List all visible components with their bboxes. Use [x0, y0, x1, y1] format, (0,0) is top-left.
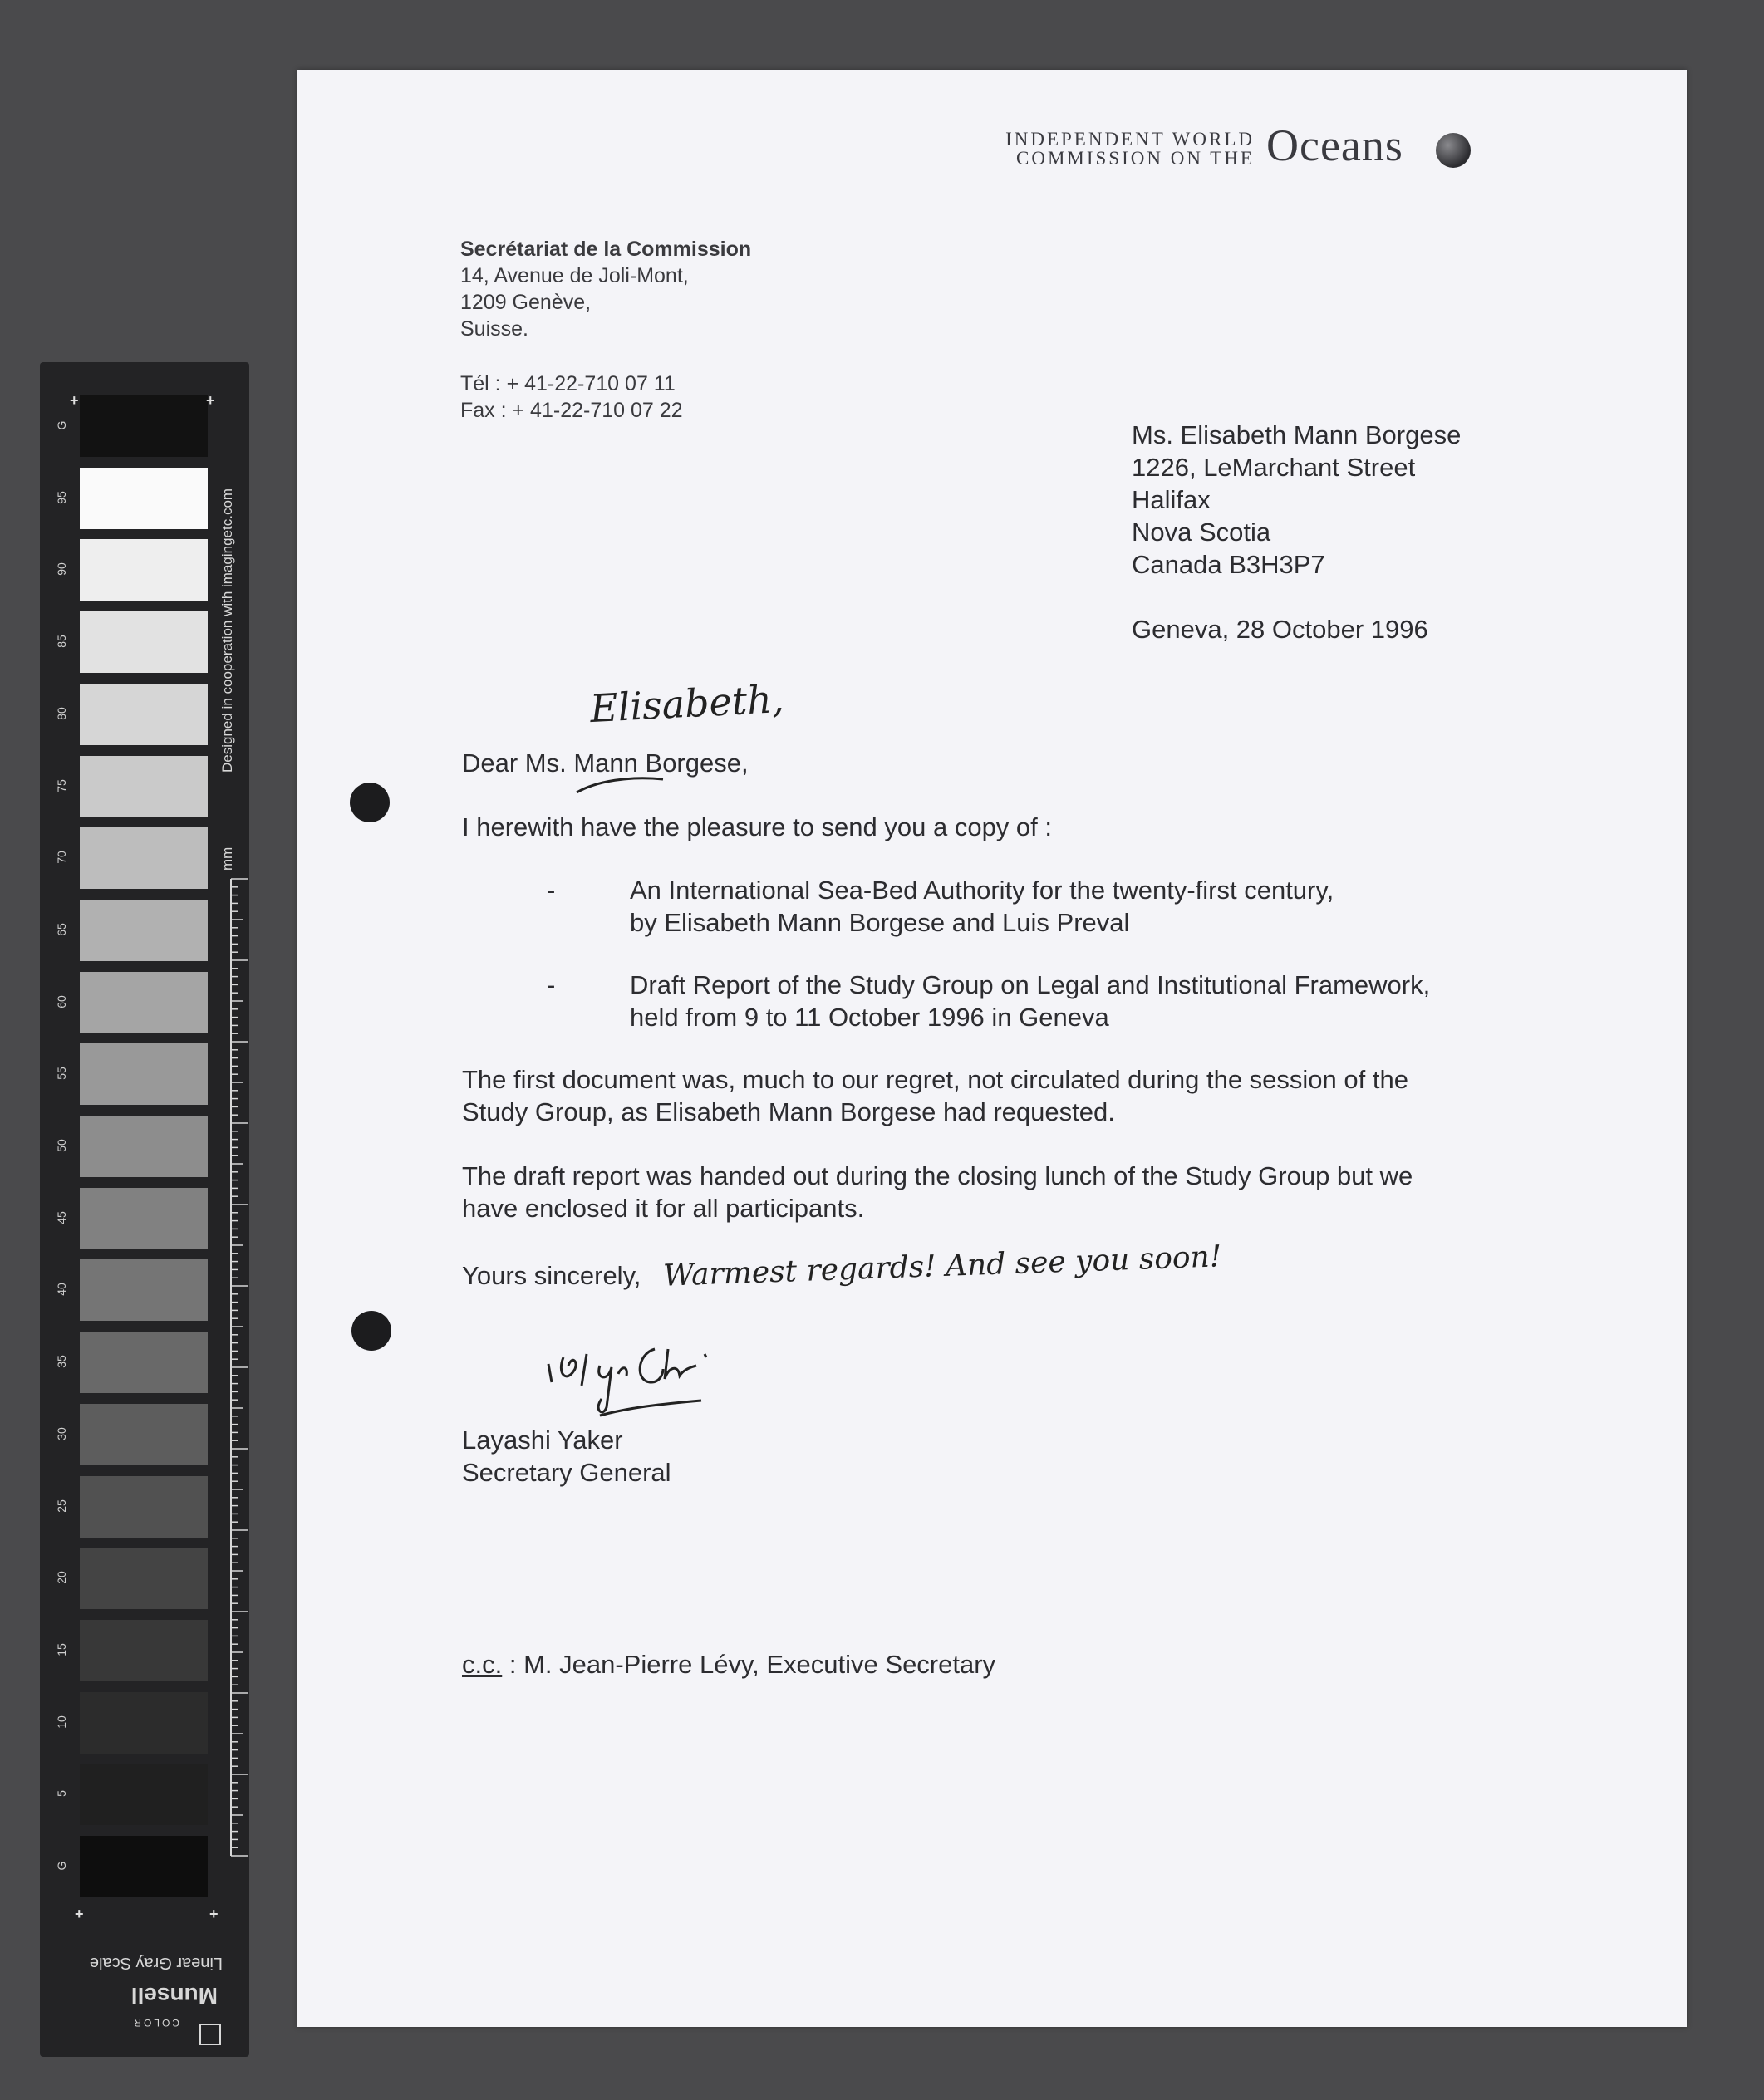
punch-hole — [351, 1311, 391, 1351]
gray-swatch — [80, 611, 208, 673]
handwritten-name: Elisabeth, — [588, 675, 785, 732]
gray-swatch — [80, 827, 208, 889]
letterhead-line2: COMMISSION ON THE — [1016, 148, 1255, 169]
plus-mark: + — [209, 1906, 219, 1922]
gray-swatch-label: 20 — [55, 1571, 68, 1584]
gray-swatch-label: 35 — [55, 1355, 68, 1368]
gray-swatch-label: G — [55, 1861, 68, 1871]
cc-line — [462, 1648, 995, 1680]
gray-swatch — [80, 1548, 208, 1609]
mm-ruler — [229, 871, 249, 1859]
list-item-line: held from 9 to 11 October 1996 in Geneva — [630, 1003, 1109, 1032]
salutation: Dear Ms. Mann Borgese, — [462, 748, 749, 778]
sender-tel: Tél : + 41-22-710 07 11 — [460, 372, 676, 395]
plus-mark: + — [70, 392, 79, 409]
card-brand: Munsell — [130, 1983, 218, 2009]
card-designed-text: Designed in cooperation with imagingetc.com — [219, 488, 235, 773]
gray-swatch-label: 90 — [55, 562, 68, 577]
recipient-line: Canada B3H3P7 — [1132, 550, 1325, 579]
gray-swatch — [80, 539, 208, 601]
gray-swatch — [80, 1476, 208, 1538]
list-dash: - — [547, 970, 556, 999]
paragraph-line: The first document was, much to our regret, not circulated during the session of the — [462, 1065, 1408, 1094]
gray-swatch — [80, 756, 208, 817]
strikethrough-mark — [572, 764, 671, 797]
recipient-line: Nova Scotia — [1132, 518, 1271, 547]
gray-swatch-label: 70 — [55, 851, 68, 864]
plus-mark: + — [206, 392, 215, 409]
letter-date: Geneva, 28 October 1996 — [1132, 615, 1428, 644]
sender-address-line: Suisse. — [460, 317, 528, 341]
paragraph-line: Study Group, as Elisabeth Mann Borgese had requested. — [462, 1097, 1115, 1126]
signatory-block — [462, 1424, 671, 1489]
sender-fax: Fax : + 41-22-710 07 22 — [460, 399, 683, 422]
gray-swatch — [80, 1188, 208, 1249]
gray-swatch — [80, 1692, 208, 1754]
signature-drawing — [538, 1324, 721, 1424]
gray-swatch — [80, 1259, 208, 1321]
gray-swatch-label: 15 — [55, 1643, 68, 1656]
handwritten-note: Warmest regards! And see you soon! — [662, 1239, 1222, 1293]
gray-swatch-label: 80 — [55, 707, 68, 720]
list-dash: - — [547, 876, 556, 905]
intro-line: I herewith have the pleasure to send you a copy of : — [462, 812, 1053, 841]
gray-swatch-label: 5 — [55, 1790, 68, 1798]
gray-swatch — [80, 1043, 208, 1105]
signatory-title: Secretary General — [462, 1458, 671, 1487]
list-item-line: An International Sea-Bed Authority for the twenty-first century, — [630, 876, 1334, 905]
sender-address-line: 1209 Genève, — [460, 291, 592, 314]
signatory-name: Layashi Yaker — [462, 1425, 623, 1455]
gray-swatch-label: 25 — [55, 1499, 68, 1513]
recipient-block — [1132, 419, 1461, 581]
closing: Yours sincerely, — [462, 1261, 641, 1290]
gray-swatch-label: 30 — [55, 1427, 68, 1440]
gray-swatch — [80, 1332, 208, 1393]
letter-page — [297, 70, 1687, 2027]
gray-swatch — [80, 395, 208, 457]
globe-icon — [1436, 133, 1471, 168]
gray-swatch-label: 40 — [55, 1283, 68, 1297]
gray-swatch-label: 10 — [55, 1715, 68, 1729]
gray-swatch-label: G — [55, 420, 68, 430]
gray-swatch — [80, 468, 208, 529]
gray-swatch — [80, 1620, 208, 1681]
list-item-line: by Elisabeth Mann Borgese and Luis Preval — [630, 908, 1130, 937]
gray-swatch-label: 65 — [55, 923, 68, 936]
sender-org: Secrétariat de la Commission — [460, 238, 752, 261]
gray-swatch — [80, 900, 208, 961]
sender-address-line: 14, Avenue de Joli-Mont, — [460, 264, 689, 287]
gray-swatch-label: 60 — [55, 994, 68, 1008]
cc-label: c.c. — [462, 1650, 503, 1679]
gray-swatch-label: 75 — [55, 778, 68, 792]
gray-swatch-label: 45 — [55, 1210, 68, 1224]
card-unit-label: mm — [219, 846, 235, 871]
list-item-line: Draft Report of the Study Group on Legal and Institutional Framework, — [630, 970, 1431, 999]
card-brand-sub: COLOR — [131, 2017, 179, 2029]
punch-hole — [350, 783, 390, 822]
gray-swatch-label: 85 — [55, 635, 68, 648]
gray-swatch — [80, 1116, 208, 1177]
recipient-line: 1226, LeMarchant Street — [1132, 453, 1416, 482]
paragraph — [462, 1063, 1408, 1128]
letterhead-brand: Oceans — [1266, 120, 1403, 170]
sender-contact — [460, 370, 683, 424]
plus-mark: + — [75, 1906, 84, 1922]
gray-swatch-label: 50 — [55, 1139, 68, 1152]
letterhead-line1: INDEPENDENT WORLD — [1005, 129, 1255, 150]
gray-scale-card — [40, 362, 249, 2057]
paragraph-line: The draft report was handed out during the closing lunch of the Study Group but we — [462, 1161, 1413, 1190]
gray-swatch — [80, 972, 208, 1033]
sender-block — [460, 236, 751, 342]
munsell-logo-icon — [199, 2024, 221, 2045]
gray-swatch — [80, 1404, 208, 1465]
list-item — [630, 874, 1334, 939]
recipient-line: Halifax — [1132, 485, 1211, 514]
gray-swatch — [80, 1764, 208, 1825]
paragraph — [462, 1160, 1413, 1224]
cc-text: : M. Jean-Pierre Lévy, Executive Secretary — [502, 1650, 996, 1679]
gray-swatch-label: 95 — [55, 490, 68, 504]
list-item — [630, 969, 1430, 1033]
recipient-line: Ms. Elisabeth Mann Borgese — [1132, 420, 1462, 449]
paragraph-line: have enclosed it for all participants. — [462, 1194, 865, 1223]
card-title: Linear Gray Scale — [89, 1954, 223, 1972]
gray-swatch — [80, 1836, 208, 1897]
gray-swatch-label: 55 — [55, 1067, 68, 1081]
gray-swatch — [80, 684, 208, 745]
